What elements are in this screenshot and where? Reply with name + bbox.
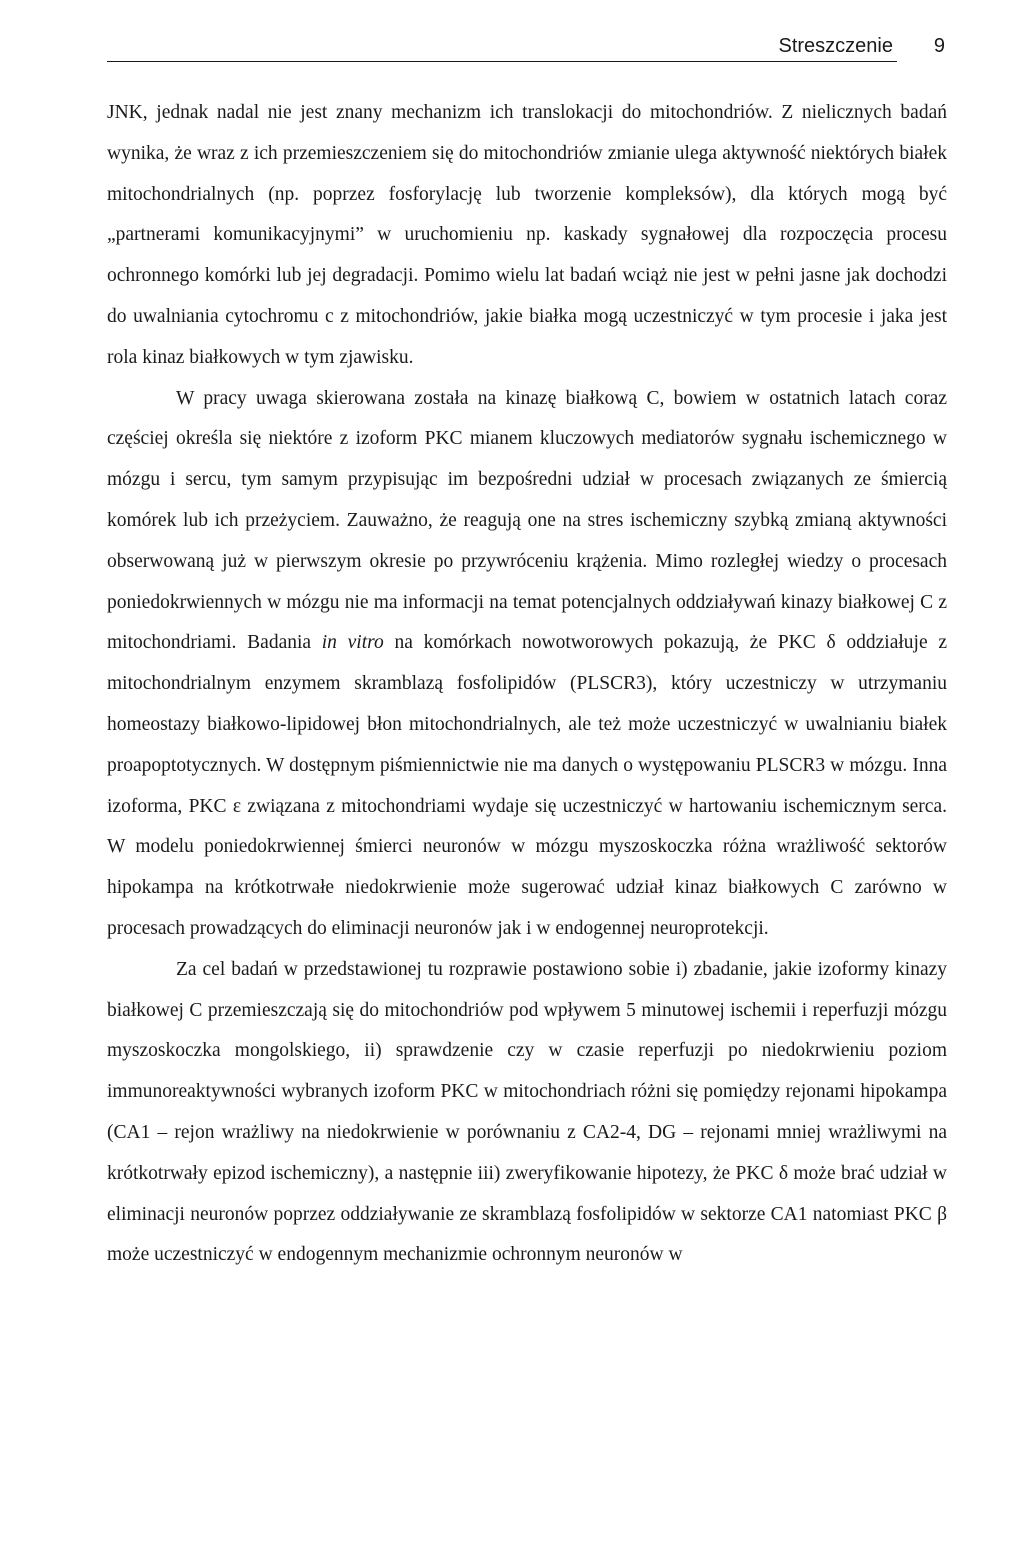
paragraph-1 — [107, 93, 947, 379]
paragraph-3-text: Za cel badań w przedstawionej tu rozprawie postawiono sobie i) zbadanie, jakie izoformy kinazy białkowej C przemieszczają się do mitochondriów pod wpływem 5 minutowej ischemii i reperfuzji mózgu myszoskoczka mongolskiego, ii) sprawdzenie czy w czasie reperfuzji po niedokrwieniu poziom immunoreaktywności wybranych izoform PKC w mitochondriach różni się pomiędzy rejonami hipokampa (CA1 – rejon wrażliwy na niedokrwienie w porównaniu z CA2-4, DG – rejonami mniej wrażliwymi na krótkotrwały epizod ischemiczny), a następnie iii) zweryfikowanie hipotezy, że PKC δ może brać udział w eliminacji neuronów poprzez oddziaływanie ze skramblazą fosfolipidów w sektorze CA1 natomiast PKC β może uczestniczyć w endogennym mechanizmie ochronnym neuronów w — [107, 958, 947, 1266]
header-rule — [107, 61, 897, 62]
paragraph-3 — [107, 950, 947, 1276]
paragraph-2 — [107, 379, 947, 950]
page-number: 9 — [933, 35, 945, 57]
paragraph-1-text: JNK, jednak nadal nie jest znany mechanizm ich translokacji do mitochondriów. Z nielicznych badań wynika, że wraz z ich przemieszczeniem się do mitochondriów zmianie ulega aktywność niektórych białek mitochondrialnych (np. poprzez fosforylację lub tworzenie kompleksów), dla których mogą być „partnerami komunikacyjnymi” w uruchomieniu np. kaskady sygnałowej dla rozpoczęcia procesu ochronnego komórki lub jej degradacji. Pomimo wielu lat badań wciąż nie jest w pełni jasne jak dochodzi do uwalniania cytochromu c z mitochondriów, jakie białka mogą uczestniczyć w tym procesie i jaka jest rola kinaz białkowych w tym zjawisku. — [107, 102, 947, 368]
running-header — [107, 30, 945, 64]
paragraph-2-text-a: W pracy uwaga skierowana została na kinazę białkową C, bowiem w ostatnich latach coraz częściej określa się niektóre z izoform PKC mianem kluczowych mediatorów sygnału ischemicznego w mózgu i sercu, tym samym przypisując im bezpośredni udział w procesach związanych ze śmiercią komórek lub ich przeżyciem. Zauważno, że reagują one na stres ischemiczny szybką zmianą aktywności obserwowaną już w pierwszym okresie po przywróceniu krążenia. Mimo rozległej wiedzy o procesach poniedokrwiennych w mózgu nie ma informacji na temat potencjalnych oddziaływań kinazy białkowej C z mitochondriami. Badania — [107, 387, 947, 654]
italic-term-in-vitro: in vitro — [321, 632, 384, 654]
paragraph-2-text-b: na komórkach nowotworowych pokazują, że PKC δ oddziałuje z mitochondrialnym enzymem skramblazą fosfolipidów (PLSCR3), który uczestniczy w utrzymaniu homeostazy białkowo-lipidowej błon mitochondrialnych, ale też może uczestniczyć w uwalnianiu białek proapoptotycznych. W dostępnym piśmiennictwie nie ma danych o występowaniu PLSCR3 w mózgu. Inna izoforma, PKC ε związana z mitochondriami wydaje się uczestniczyć w hartowaniu ischemicznym serca. W modelu poniedokrwiennej śmierci neuronów w mózgu myszoskoczka różna wrażliwość sektorów hipokampa na krótkotrwałe niedokrwienie może sugerować udział kinaz białkowych C zarówno w procesach prowadzących do eliminacji neuronów jak i w endogennej neuroprotekcji. — [107, 632, 947, 939]
header-section-title: Streszczenie — [778, 35, 893, 57]
body-text — [107, 93, 947, 1276]
